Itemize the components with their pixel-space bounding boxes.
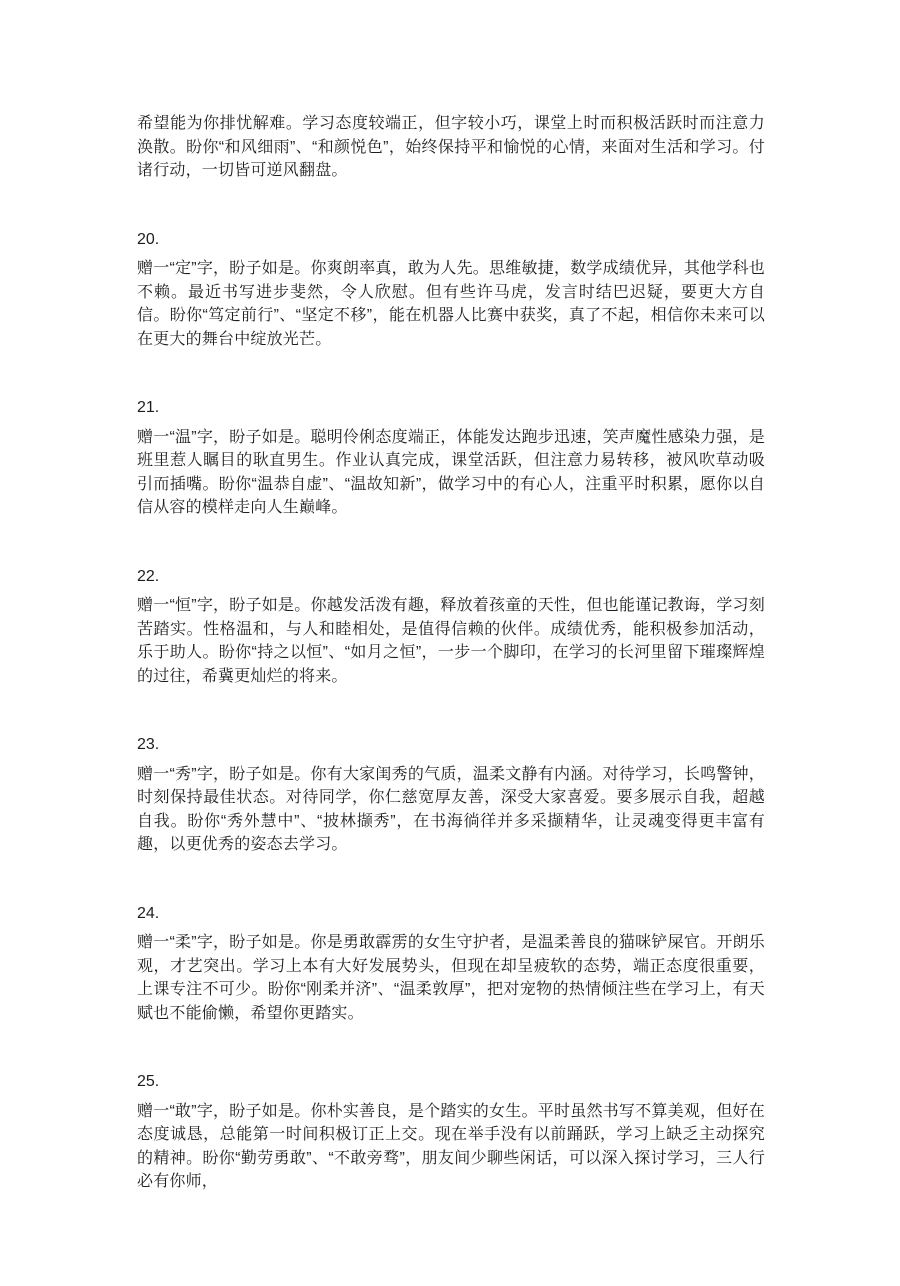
section-paragraph: 赠一“恒”字，盼子如是。你越发活泼有趣，释放着孩童的天性，但也能谨记教诲，学习刻苦踏实。性格温和，与人和睦相处，是值得信赖的伙伴。成绩优秀，能积极参加活动，乐于助人。盼你“持之以恒”、“如月之恒”，一步一个脚印，在学习的长河里留下璀璨辉煌的过往，希冀更灿烂的将来。 [137, 597, 765, 685]
section-number: 24. [137, 904, 160, 922]
section-number: 21. [137, 399, 160, 416]
section-20 [137, 228, 765, 352]
section-23 [137, 733, 765, 857]
section-24 [137, 902, 765, 1026]
section-paragraph: 赠一“敢”字，盼子如是。你朴实善良，是个踏实的女生。平时虽然书写不算美观，但好在态度诚恳，总能第一时间积极订正上交。现在举手没有以前踊跃，学习上缺乏主动探究的精神。盼你“勤劳勇敢”、“不敢旁骛”，朋友间少聊些闲话，可以深入探讨学习，三人行必有你师， [137, 1102, 765, 1190]
section-21 [137, 396, 765, 520]
section-number: 25. [137, 1073, 160, 1090]
section-22 [137, 565, 765, 689]
section-paragraph: 赠一“定”字，盼子如是。你爽朗率真，敢为人先。思维敏捷，数学成绩优异，其他学科也不赖。最近书写进步斐然，令人欣慰。但有些许马虎，发言时结巴迟疑，要更大方自信。盼你“笃定前行”、“坚定不移”，能在机器人比赛中获奖，真了不起，相信你未来可以在更大的舞台中绽放光芒。 [137, 260, 765, 348]
section-paragraph: 赠一“温”字，盼子如是。聪明伶俐态度端正，体能发达跑步迅速，笑声魔性感染力强，是班里惹人瞩目的耿直男生。作业认真完成，课堂活跃，但注意力易转移，被风吹草动吸引而插嘴。盼你“温恭自虚”、“温故知新”，做学习中的有心人，注重平时积累，愿你以自信从容的模样走向人生巅峰。 [137, 428, 765, 516]
section-25 [137, 1070, 765, 1194]
section-paragraph: 赠一“柔”字，盼子如是。你是勇敢霹雳的女生守护者，是温柔善良的猫咪铲屎官。开朗乐观，才艺突出。学习上本有大好发展势头，但现在却呈疲软的态势，端正态度很重要，上课专注不可少。盼你“刚柔并济”、“温柔敦厚”，把对宠物的热情倾注些在学习上，有天赋也不能偷懒，希望你更踏实。 [137, 934, 765, 1022]
intro-paragraph: 希望能为你排忧解难。学习态度较端正，但字较小巧，课堂上时而积极活跃时而注意力涣散。盼你“和风细雨”、“和颜悦色”，始终保持平和愉悦的心情，来面对生活和学习。付诸行动，一切皆可逆风翻盘。 [137, 115, 765, 179]
section-number: 22. [137, 567, 160, 585]
section-paragraph: 赠一“秀”字，盼子如是。你有大家闺秀的气质，温柔文静有内涵。对待学习，长鸣警钟，时刻保持最佳状态。对待同学，你仁慈宽厚友善，深受大家喜爱。要多展示自我，超越自我。盼你“秀外慧中”、“披林撷秀”，在书海徜徉并多采撷精华，让灵魂变得更丰富有趣，以更优秀的姿态去学习。 [137, 765, 765, 853]
section-number: 23. [137, 736, 160, 753]
section-number: 20. [137, 230, 160, 248]
